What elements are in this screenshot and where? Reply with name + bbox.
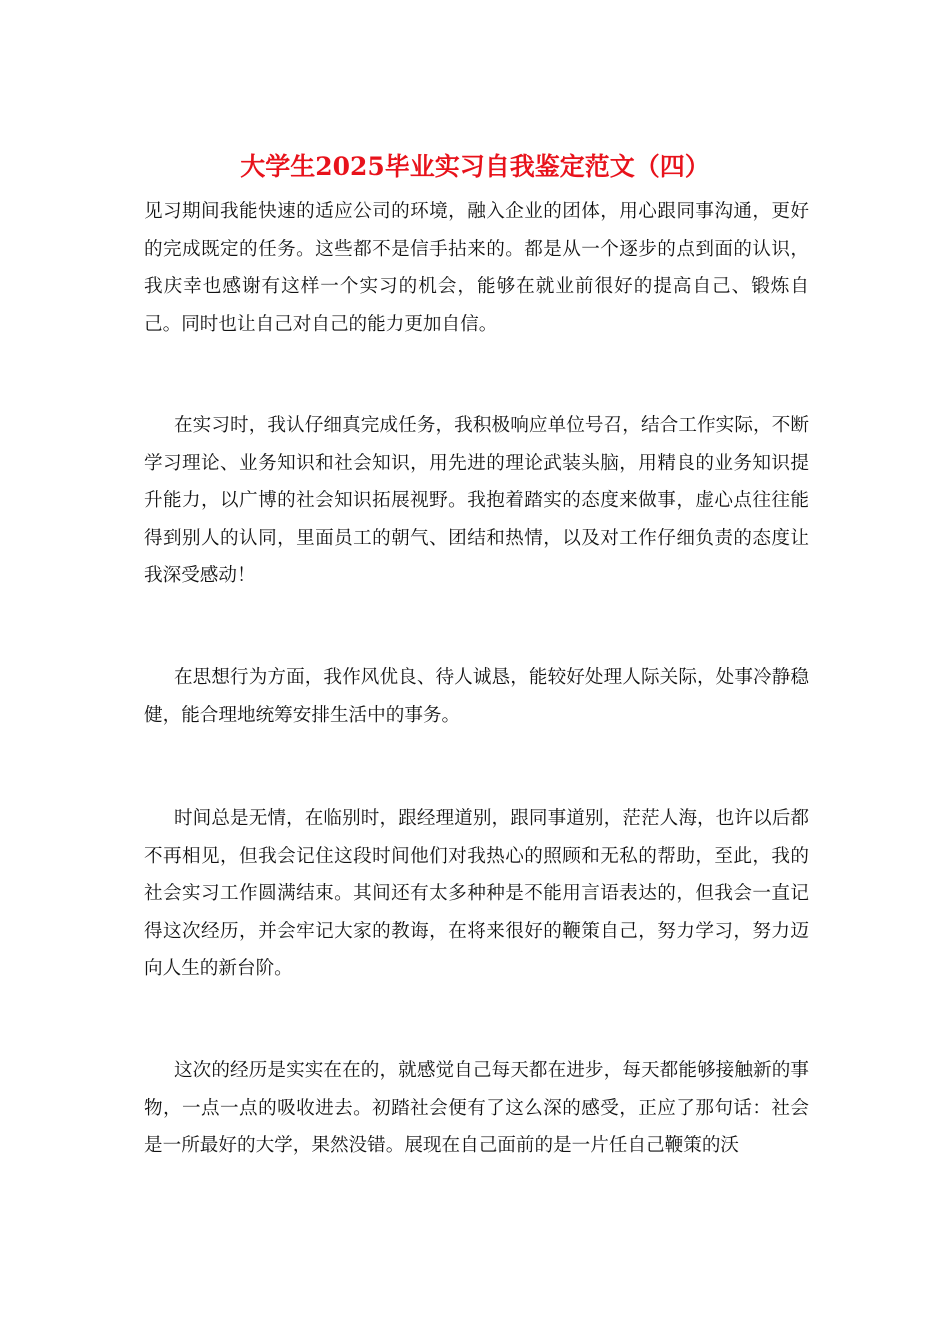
document-title: 大学生2025毕业实习自我鉴定范文（四）	[240, 152, 710, 181]
paragraph-3: 在思想行为方面，我作风优良、待人诚恳，能较好处理人际关际，处事冷静稳健，能合理地统筹安排生活中的事务。	[144, 667, 809, 726]
paragraph-2: 在实习时，我认仔细真完成任务，我积极响应单位号召，结合工作实际，不断学习理论、业务知识和社会知识，用先进的理论武装头脑，用精良的业务知识提升能力，以广博的社会知识拓展视野。我抱着踏实的态度来做事，虚心点往往能得到别人的认同，里面员工的朝气、团结和热情，以及对工作仔细负责的态度让我深受感动！	[144, 415, 809, 586]
paragraph-1: 见习期间我能快速的适应公司的环境，融入企业的团体，用心跟同事沟通，更好的完成既定的任务。这些都不是信手拈来的。都是从一个逐步的点到面的认识，我庆幸也感谢有这样一个实习的机会，能够在就业前很好的提高自己、锻炼自己。同时也让自己对自己的能力更加自信。	[144, 201, 809, 335]
paragraph-5: 这次的经历是实实在在的，就感觉自己每天都在进步，每天都能够接触新的事物，一点一点的吸收进去。初踏社会便有了这么深的感受，正应了那句话：社会是一所最好的大学，果然没错。展现在自己面前的是一片任自己鞭策的沃	[144, 1060, 809, 1156]
paragraph-4: 时间总是无情，在临别时，跟经理道别，跟同事道别，茫茫人海，也许以后都不再相见，但我会记住这段时间他们对我热心的照顾和无私的帮助，至此，我的社会实习工作圆满结束。其间还有太多种种是不能用言语表达的，但我会一直记得这次经历，并会牢记大家的教诲，在将来很好的鞭策自己，努力学习，努力迈向人生的新台阶。	[144, 808, 809, 979]
